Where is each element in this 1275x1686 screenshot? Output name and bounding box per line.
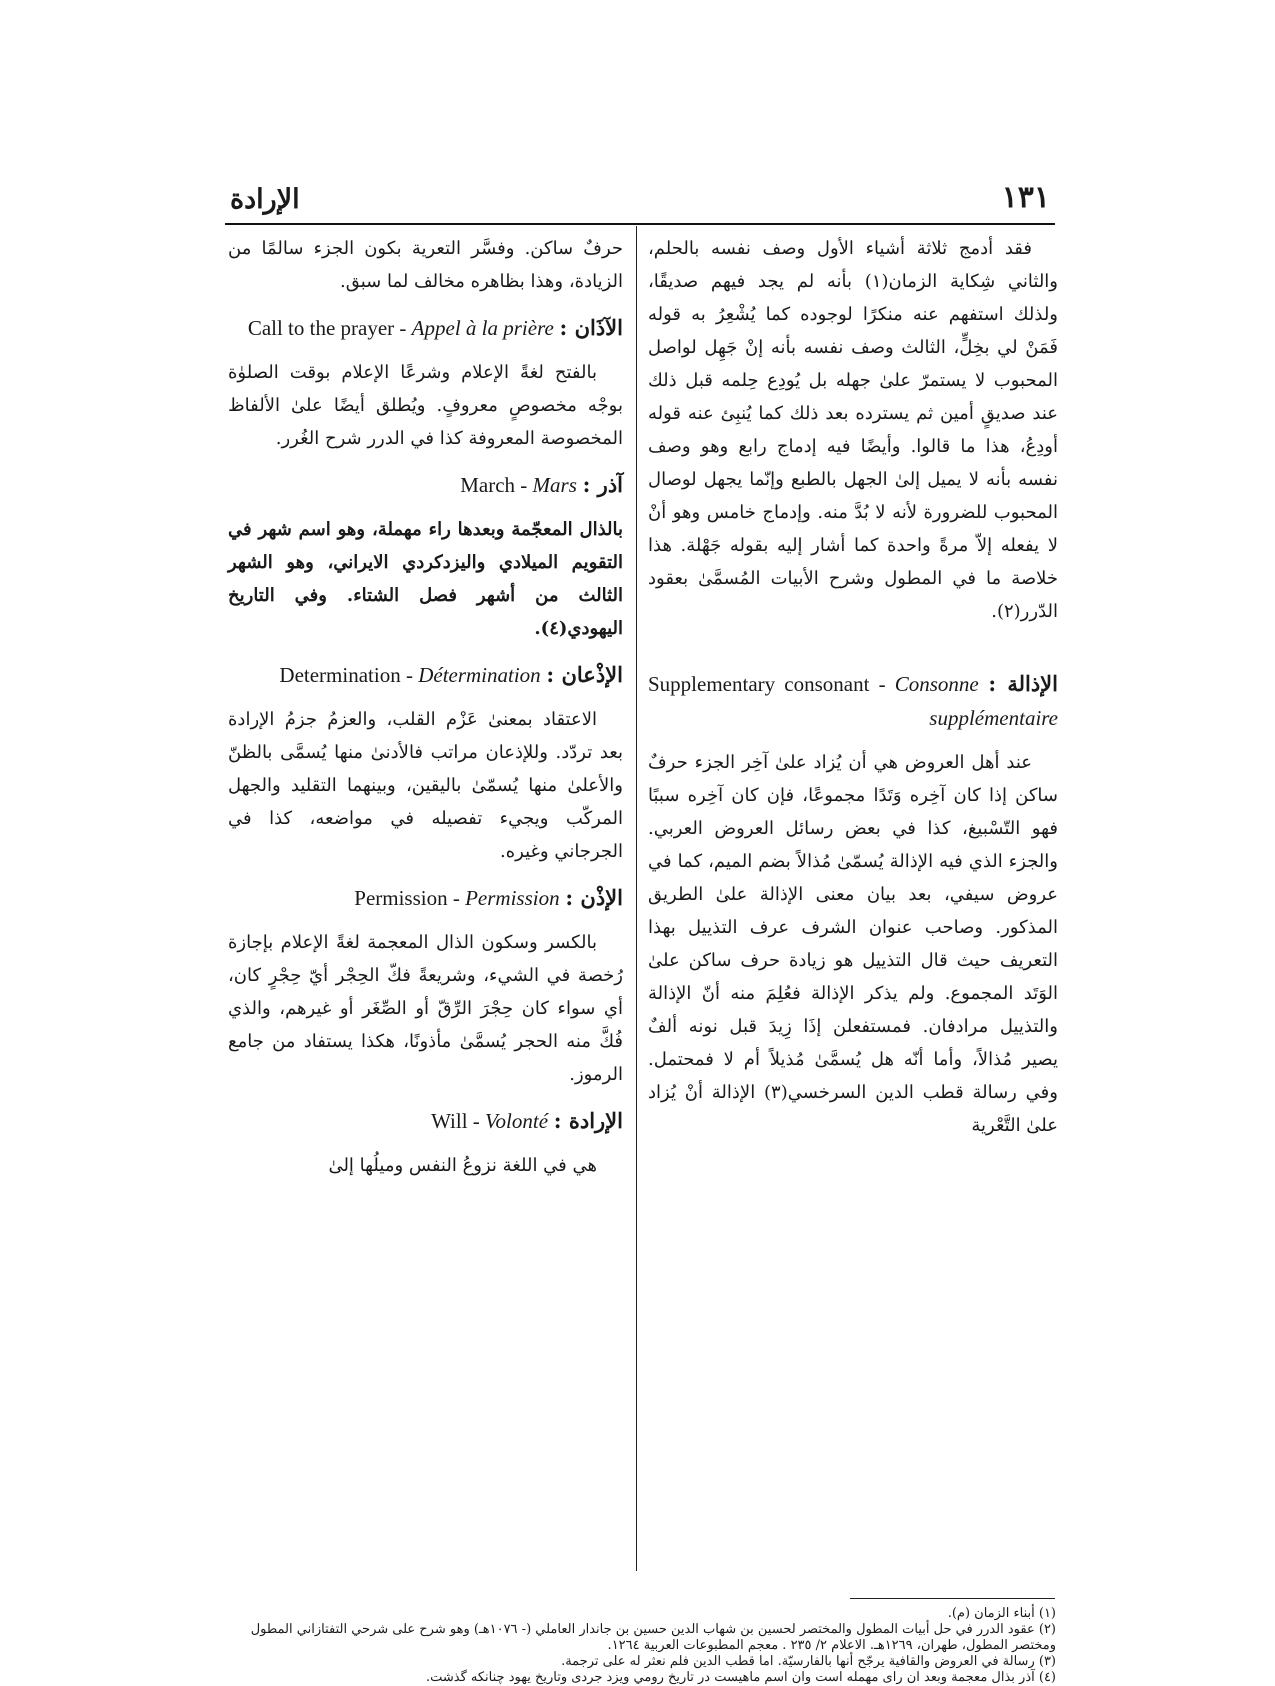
left-column [228,232,623,1190]
entry-irada [228,1105,623,1139]
gloss-en: Will - [431,1109,486,1133]
header-rule [225,223,1055,225]
entry-term: الإذْعان : [546,662,623,687]
gloss-en: Call to the prayer - [247,316,412,340]
gloss-en: Permission - [354,886,466,910]
entry-adhan [228,312,623,346]
page-number: ١٣١ [1001,180,1050,215]
entry-idhn [228,882,623,916]
entry-adhar [228,469,623,503]
entry-idhala [648,668,1058,736]
gloss-en: Determination - [279,663,419,687]
gloss-en: March - [460,473,533,497]
gloss-fr: Appel à la prière [411,316,554,340]
paragraph-idhan: الاعتقاد بمعنىٰ عَزْم القلب، والعزمُ جزمُ الإرادة بعد تردّد. وللإذعان مراتب فالأدنىٰ منها يُسمَّى بالظنّ والأعلىٰ منها يُسمّىٰ باليقين، وبينهما التقليد والجهل المركّب ويجيء تفصيله في مواضعه، كذا في الجرجاني وغيره. [228,709,623,862]
gloss-fr: Détermination [418,663,541,687]
entry-gloss [354,886,559,910]
gloss-fr: Volonté [485,1109,549,1133]
gloss-fr: Permission [465,886,560,910]
gloss-en: Supplementary consonant - [648,672,895,696]
entry-term: الإذالة : [988,671,1058,696]
entry-gloss [460,473,577,497]
paragraph-idhala: عند أهل العروض هي أن يُزاد علىٰ آخِر الجزء حرفٌ ساكن إذا كان آخِره وَتَدًا مجموعًا، فإن كان آخِره سببًا فهو التّسْبيغ، كذا في بعض رسائل العروض العربي. والجزء الذي فيه الإذالة يُسمّىٰ مُذالاً بضم الميم، كما في عروض سيفي، بعد بيان معنى الإذالة علىٰ الطريق المذكور. وصاحب عنوان الشرف عرف التذييل بهذا التعريف حيث قال التذييل هو زيادة حرف ساكن علىٰ الوَتَد المجموع. ولم يذكر الإذالة فعُلِمَ منه أنّ الإذالة والتذييل مرادفان. فمستفعلن إذَا زِيدَ قبل نونه ألفٌ يصير مُذالاً، وأما أنّه هل يُسمَّىٰ مُذيلاً أم لا فمحتمل. وفي رسالة قطب الدين السرخسي(٣) الإذالة أنْ يُزاد علىٰ التَّعْرية [648,752,1058,1136]
paragraph-adhar: بالذال المعجّمة وبعدها راء مهملة، وهو اسم شهر في التقويم الميلادي واليزدكردي الايراني، وهو الشهر الثالث من أشهر فصل الشتاء. وفي التاريخ اليهودي(٤). [228,519,623,639]
entry-idhan [228,659,623,693]
entry-gloss [248,316,554,340]
paragraph-idmaj: فقد أدمج ثلاثة أشياء الأول وصف نفسه بالحلم، والثاني شِكاية الزمان(١) بأنه لم يجد فيهم صديقًا، ولذلك استفهم عنه منكرًا لوجوده كما يُشْعِرُ به قوله فَمَنْ لي بخِلٍّ، الثالث وصف نفسه بأنه إنْ جَهِل لواصل المحبوب لا يستمرّ علىٰ جهله بل يُودِع حِلمه قبل ذلك عند صديقٍ أمين ثم يسترده بعد ذلك كما يُنبِئ عنه قوله أودِعُ، هذا ما قالوا. وأيضًا فيه إدماج رابع وهو وصف نفسه بأنه لا يميل إلىٰ الجهل بالطبع وإنّما يجهل لوصال المحبوب للضرورة لأنه لا بُدَّ منه. وإدماج خامس وهو أنْ لا يفعله إلاّ مرةً واحدة كما أشار إليه بقوله جَهْلة. هذا خلاصة ما في المطول وشرح الأبيات المُسمَّىٰ بعقود الدّرر(٢). [648,238,1058,622]
footnote: (٣) رسالة في العروض والقافية يرجّح أنها بالفارسيّة. اما قطب الدين فلم نعثر له على ترجمة. [561,1654,1056,1669]
paragraph-continuation: حرفٌ ساكن. وفسَّر التعرية بكون الجزء سالمًا من الزيادة، وهذا بظاهره مخالف لما سبق. [228,238,623,292]
paragraph-irada: هي في اللغة نزوعُ النفس وميلُها إلىٰ [328,1155,597,1176]
footnote-rule [850,1598,1055,1599]
entry-gloss [431,1109,548,1133]
gloss-fr: Consonne supplémentaire [894,672,1058,730]
footnote: (١) أبناء الزمان (م). [947,1606,1056,1621]
footnote: (٢) عقود الدرر في حل أبيات المطول والمختصر لحسين بن شهاب الدين حسين بن جاندار العاملي (- ١٠٧٦هـ) وهو شرح على شرحي التفتازاني المطول ومختصر المطول، طهران، ١٢٦٩هـ. الاعلام ٢/ ٢٣٥ . معجم المطبوعات العربية ١٢٦٤. [250,1622,1056,1653]
entry-gloss [279,663,540,687]
footnotes [228,1606,1056,1686]
column-divider [636,226,637,1571]
footnote: (٤) آذر بذال معجمة وبعد ان راى مهمله است وان اسم ماهيست در تاريخ رومي ويزد جردى وتاريخ يهود چنانكه گذشت. [425,1670,1056,1685]
entry-term: الإرادة : [553,1108,623,1133]
right-column [648,232,1058,1150]
entry-term: آذر : [582,472,623,497]
entry-term: الآذَان : [559,315,623,340]
entry-term: الإذْن : [565,885,623,910]
gloss-fr: Mars [532,473,577,497]
running-head: الإرادة [230,184,300,215]
paragraph-idhn: بالكسر وسكون الذال المعجمة لغةً الإعلام بإجازة رُخصة في الشيء، وشريعةً فكّ الحِجْر أيّ حِجْرٍ كان، أي سواء كان حِجْرَ الرِّقّ أو الصِّغَر أو غيرهم، والذي فُكَّ منه الحجر يُسمَّىٰ مأذونًا، هكذا يستفاد من جامع الرموز. [228,932,623,1085]
paragraph-adhan: بالفتح لغةً الإعلام وشرعًا الإعلام بوقت الصلوٰة بوجْه مخصوصٍ معروفٍ. ويُطلق أيضًا علىٰ الألفاظ المخصوصة المعروفة كذا في الدرر شرح الغُرر. [228,362,623,449]
